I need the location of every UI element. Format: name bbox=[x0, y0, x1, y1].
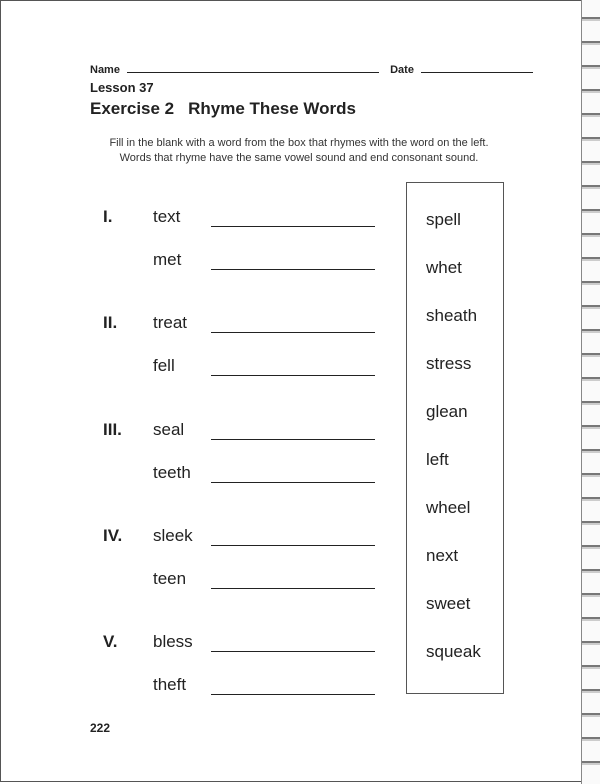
box-word: spell bbox=[426, 210, 461, 229]
instruction-line-2: Words that rhyme have the same vowel sound and end consonant sound. bbox=[119, 152, 479, 164]
instruction-line-1: Fill in the blank with a word from the box that rhymes with the word on the left. bbox=[109, 137, 489, 149]
date-field[interactable] bbox=[421, 62, 533, 73]
name-label: Name bbox=[90, 64, 120, 76]
answer-blank[interactable] bbox=[211, 269, 375, 270]
answer-blank[interactable] bbox=[211, 545, 375, 546]
box-word: whet bbox=[426, 258, 462, 277]
group-numeral: V. bbox=[103, 632, 118, 651]
spiral-binding bbox=[581, 0, 600, 784]
box-word: left bbox=[426, 450, 449, 469]
prompt-word: teeth bbox=[153, 463, 191, 482]
name-date-row bbox=[90, 62, 533, 76]
exercise-number: Exercise 2 bbox=[90, 99, 175, 118]
box-word: wheel bbox=[426, 498, 471, 517]
answer-blank[interactable] bbox=[211, 651, 375, 652]
box-word: glean bbox=[426, 402, 468, 421]
answer-blank[interactable] bbox=[211, 332, 375, 333]
prompt-word: seal bbox=[153, 420, 185, 439]
prompt-word: theft bbox=[153, 675, 187, 694]
box-word: sweet bbox=[426, 594, 471, 613]
group-numeral: II. bbox=[103, 313, 118, 332]
exercise-heading bbox=[90, 99, 356, 119]
answer-blank[interactable] bbox=[211, 588, 375, 589]
prompt-word: teen bbox=[153, 569, 187, 588]
box-word: next bbox=[426, 546, 459, 565]
answer-blank[interactable] bbox=[211, 226, 375, 227]
box-word: squeak bbox=[426, 642, 481, 661]
date-label: Date bbox=[390, 64, 414, 76]
prompt-word: bless bbox=[153, 632, 193, 651]
exercise-title: Rhyme These Words bbox=[188, 99, 356, 118]
group-numeral: IV. bbox=[103, 526, 123, 545]
prompt-word: fell bbox=[153, 356, 175, 375]
name-field[interactable] bbox=[127, 62, 379, 73]
answer-blank[interactable] bbox=[211, 375, 375, 376]
box-word: sheath bbox=[426, 306, 478, 325]
lesson-label: Lesson 37 bbox=[90, 80, 154, 95]
answer-blank[interactable] bbox=[211, 482, 375, 483]
page-number: 222 bbox=[90, 721, 111, 735]
prompt-word: sleek bbox=[153, 526, 193, 545]
group-numeral: I. bbox=[103, 207, 113, 226]
prompt-word: text bbox=[153, 207, 181, 226]
group-numeral: III. bbox=[103, 420, 122, 439]
answer-blank[interactable] bbox=[211, 694, 375, 695]
prompt-word: met bbox=[153, 250, 182, 269]
box-word: stress bbox=[426, 354, 472, 373]
prompt-word: treat bbox=[153, 313, 188, 332]
answer-blank[interactable] bbox=[211, 439, 375, 440]
